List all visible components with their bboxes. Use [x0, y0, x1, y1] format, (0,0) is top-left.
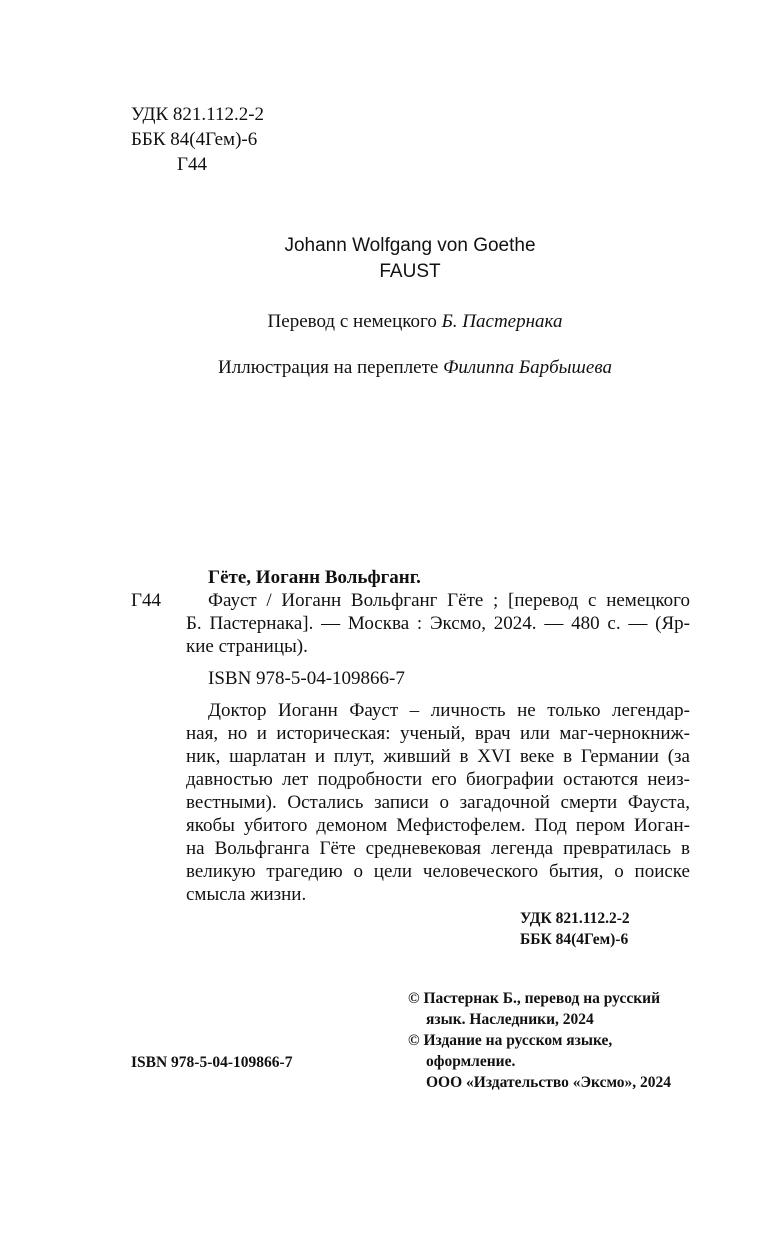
catalog-entry-line: Фауст / Иоганн Вольфганг Гёте ; [перевод с немецкого: [208, 590, 690, 611]
catalog-udk: УДК 821.112.2-2: [520, 910, 630, 927]
annotation-line: ная, но и историческая: ученый, врач или маг-чернокниж-: [186, 723, 690, 744]
copyright-line: © Издание на русском языке,: [408, 1032, 613, 1049]
illustrator-name: Филиппа Барбышева: [443, 357, 612, 378]
copyright-line: ООО «Издательство «Эксмо», 2024: [426, 1074, 672, 1091]
annotation-line: вестными). Остались записи о загадочной смерти Фауста,: [186, 792, 690, 813]
udk-code: УДК 821.112.2-2: [131, 104, 265, 125]
copyright-line: язык. Наследники, 2024: [426, 1011, 594, 1028]
illustration-credit: [150, 356, 680, 380]
catalog-entry-line: Б. Пастернака]. — Москва : Эксмо, 2024. — 480 с. — (Яр-: [186, 613, 690, 634]
illustration-prefix: Иллюстрация на переплете: [218, 357, 444, 378]
original-title: FAUST: [379, 261, 441, 282]
original-author: Johann Wolfgang von Goethe: [284, 235, 536, 256]
catalog-mark: Г44: [131, 590, 161, 611]
translation-credit: [150, 310, 680, 334]
annotation-line: ник, шарлатан и плут, живший в XVI веке в Германии (за: [186, 746, 690, 767]
annotation-line: смысла жизни.: [186, 884, 307, 905]
annotation-line: на Вольфганга Гёте средневековая легенда превратилась в: [186, 838, 690, 859]
catalog-bbk: ББК 84(4Гем)-6: [520, 931, 629, 948]
annotation-line: Доктор Иоганн Фауст – личность не только легендар-: [208, 700, 690, 721]
catalog-isbn: ISBN 978-5-04-109866-7: [208, 668, 405, 689]
translator-name: Б. Пастернака: [441, 311, 563, 332]
catalog-entry-line: кие страницы).: [186, 636, 308, 657]
bbk-code: ББК 84(4Гем)-6: [131, 129, 258, 150]
author-mark: Г44: [177, 154, 207, 175]
catalog-heading: Гёте, Иоганн Вольфганг.: [208, 567, 421, 588]
annotation-line: великую трагедию о цели человеческого бытия, о поиске: [186, 861, 690, 882]
annotation-line: давностью лет подробности его биографии остаются неиз-: [186, 769, 690, 790]
copyright-line: оформление.: [426, 1053, 516, 1070]
copyright-line: © Пастернак Б., перевод на русский: [408, 990, 661, 1007]
footer-isbn: ISBN 978-5-04-109866-7: [131, 1054, 293, 1071]
annotation-line: якобы убитого демоном Мефистофелем. Под пером Иоган-: [186, 815, 690, 836]
translation-prefix: Перевод с немецкого: [267, 311, 442, 332]
